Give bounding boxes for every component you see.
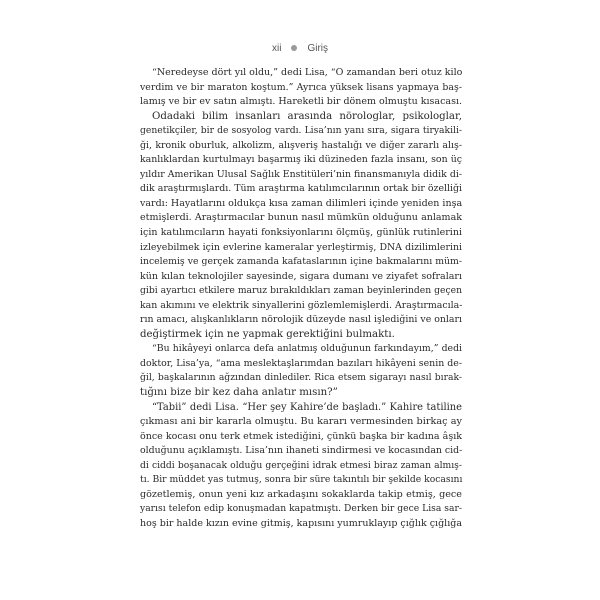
page-number: xii xyxy=(271,42,282,54)
text-line: verdim ve bir maraton koştum.” Ayrıca yüksek lisans yapmaya baş- xyxy=(140,81,462,93)
text-line: değiştirmek için ne yapmak gerektiğini bulmaktı. xyxy=(140,328,395,340)
section-title: Giriş xyxy=(307,42,328,54)
text-line: ği, kronik oburluk, alkolizm, alışveriş hastalığı ve diğer zararlı alış- xyxy=(140,139,462,151)
text-line: yarısı telefon edip konuşmadan kapatmıştı. Derken bir gece Lisa sar- xyxy=(140,503,462,515)
text-line: vardı: Hayatlarını oldukça kısa zaman dilimleri içinde yeniden inşa xyxy=(140,197,463,209)
text-line: etmişlerdi. Araştırmacılar bunun nasıl mümkün olduğunu anlamak xyxy=(140,212,462,224)
text-line: dik araştırmışlardı. Tüm araştırma katılımcılarının ortak bir özelliği xyxy=(140,183,462,195)
separator-dot-icon xyxy=(291,45,297,51)
text-line: tığını bize bir kez daha anlatır mısın?” xyxy=(140,387,338,399)
text-line: için katılımcıların hayati fonksiyonlarını ölçmüş, günlük rutinlerini xyxy=(140,227,462,239)
text-line: olduğunu açıklamıştı. Lisa’nın ihaneti sindirmesi ve kocasından cid- xyxy=(140,445,463,457)
text-line: izleyebilmek için evlerine kameralar yerleştirmiş, DNA dizilimlerini xyxy=(140,241,462,253)
text-line: “Bu hikâyeyi onlarca defa anlatmış olduğunun farkındayım,” dedi xyxy=(152,343,462,355)
text-line: gözetlemiş, onun yeni kız arkadaşını sokaklarda takip etmiş, gece xyxy=(140,488,462,500)
text-line: “Neredeyse dört yıl oldu,” dedi Lisa, “O zamandan beri otuz kilo xyxy=(152,67,463,78)
body-text xyxy=(140,66,462,532)
text-line: di ciddi boşanacak olduğu gerçeğini idrak etmesi biraz zaman almış- xyxy=(140,459,462,471)
text-line: çıkması ani bir kararla olmuştu. Bu kararı vermesinden birkaç ay xyxy=(140,416,462,428)
running-header xyxy=(0,41,600,55)
text-line: ğil, başkalarının ağzından dinlediler. Rica etsem sigarayı nasıl bırak- xyxy=(140,372,462,384)
text-line: önce kocası onu terk etmek istediğini, çünkü başka bir kadına âşık xyxy=(140,430,462,442)
text-line: gibi ayartıcı etkilere maruz bırakıldıkları zaman beyinlerinden geçen xyxy=(140,285,462,297)
text-line: genetikçiler, bir de sosyolog vardı. Lisa’nın yanı sıra, sigara tiryakili- xyxy=(140,125,462,137)
text-line: “Tabii” dedi Lisa. “Her şey Kahire’de başladı.” Kahire tatiline xyxy=(152,401,462,413)
text-line: Odadaki bilim insanları arasında nörologlar, psikologlar, xyxy=(152,110,462,122)
text-line: tı. Bir müddet yas tutmuş, sonra bir süre takıntılı bir şekilde kocasını xyxy=(140,474,463,486)
text-line: hoş bir halde kızın evine gitmiş, kapısını yumruklayıp çığlık çığlığa xyxy=(140,517,462,529)
text-line: doktor, Lisa’ya, “ama meslektaşlarımdan bazıları hikâyeni senin de- xyxy=(140,357,462,369)
text-line: kün kılan teknolojiler sayesinde, sigara dumanı ve ziyafet sofraları xyxy=(140,270,462,282)
text-line: lamış ve bir ev satın almıştı. Hareketli bir dönem olmuştu kısacası. xyxy=(140,96,463,108)
text-line: yıldır Amerikan Ulusal Sağlık Enstitüleri’nin finansmanıyla didik di- xyxy=(140,168,462,180)
text-line: kan akımını ve elektrik sinyallerini gözlemlemişlerdi. Araştırmacıla- xyxy=(140,299,463,311)
text-line: kanlıklardan kurtulmayı başarmış iki düzineden fazla insanı, son üç xyxy=(140,154,462,166)
text-line: rın amacı, alışkanlıkların nörolojik düzeyde nasıl işlediğini ve onları xyxy=(140,314,462,326)
text-line: incelemiş ve gerçek zamanda kafataslarının içine bakmalarını müm- xyxy=(140,256,462,268)
